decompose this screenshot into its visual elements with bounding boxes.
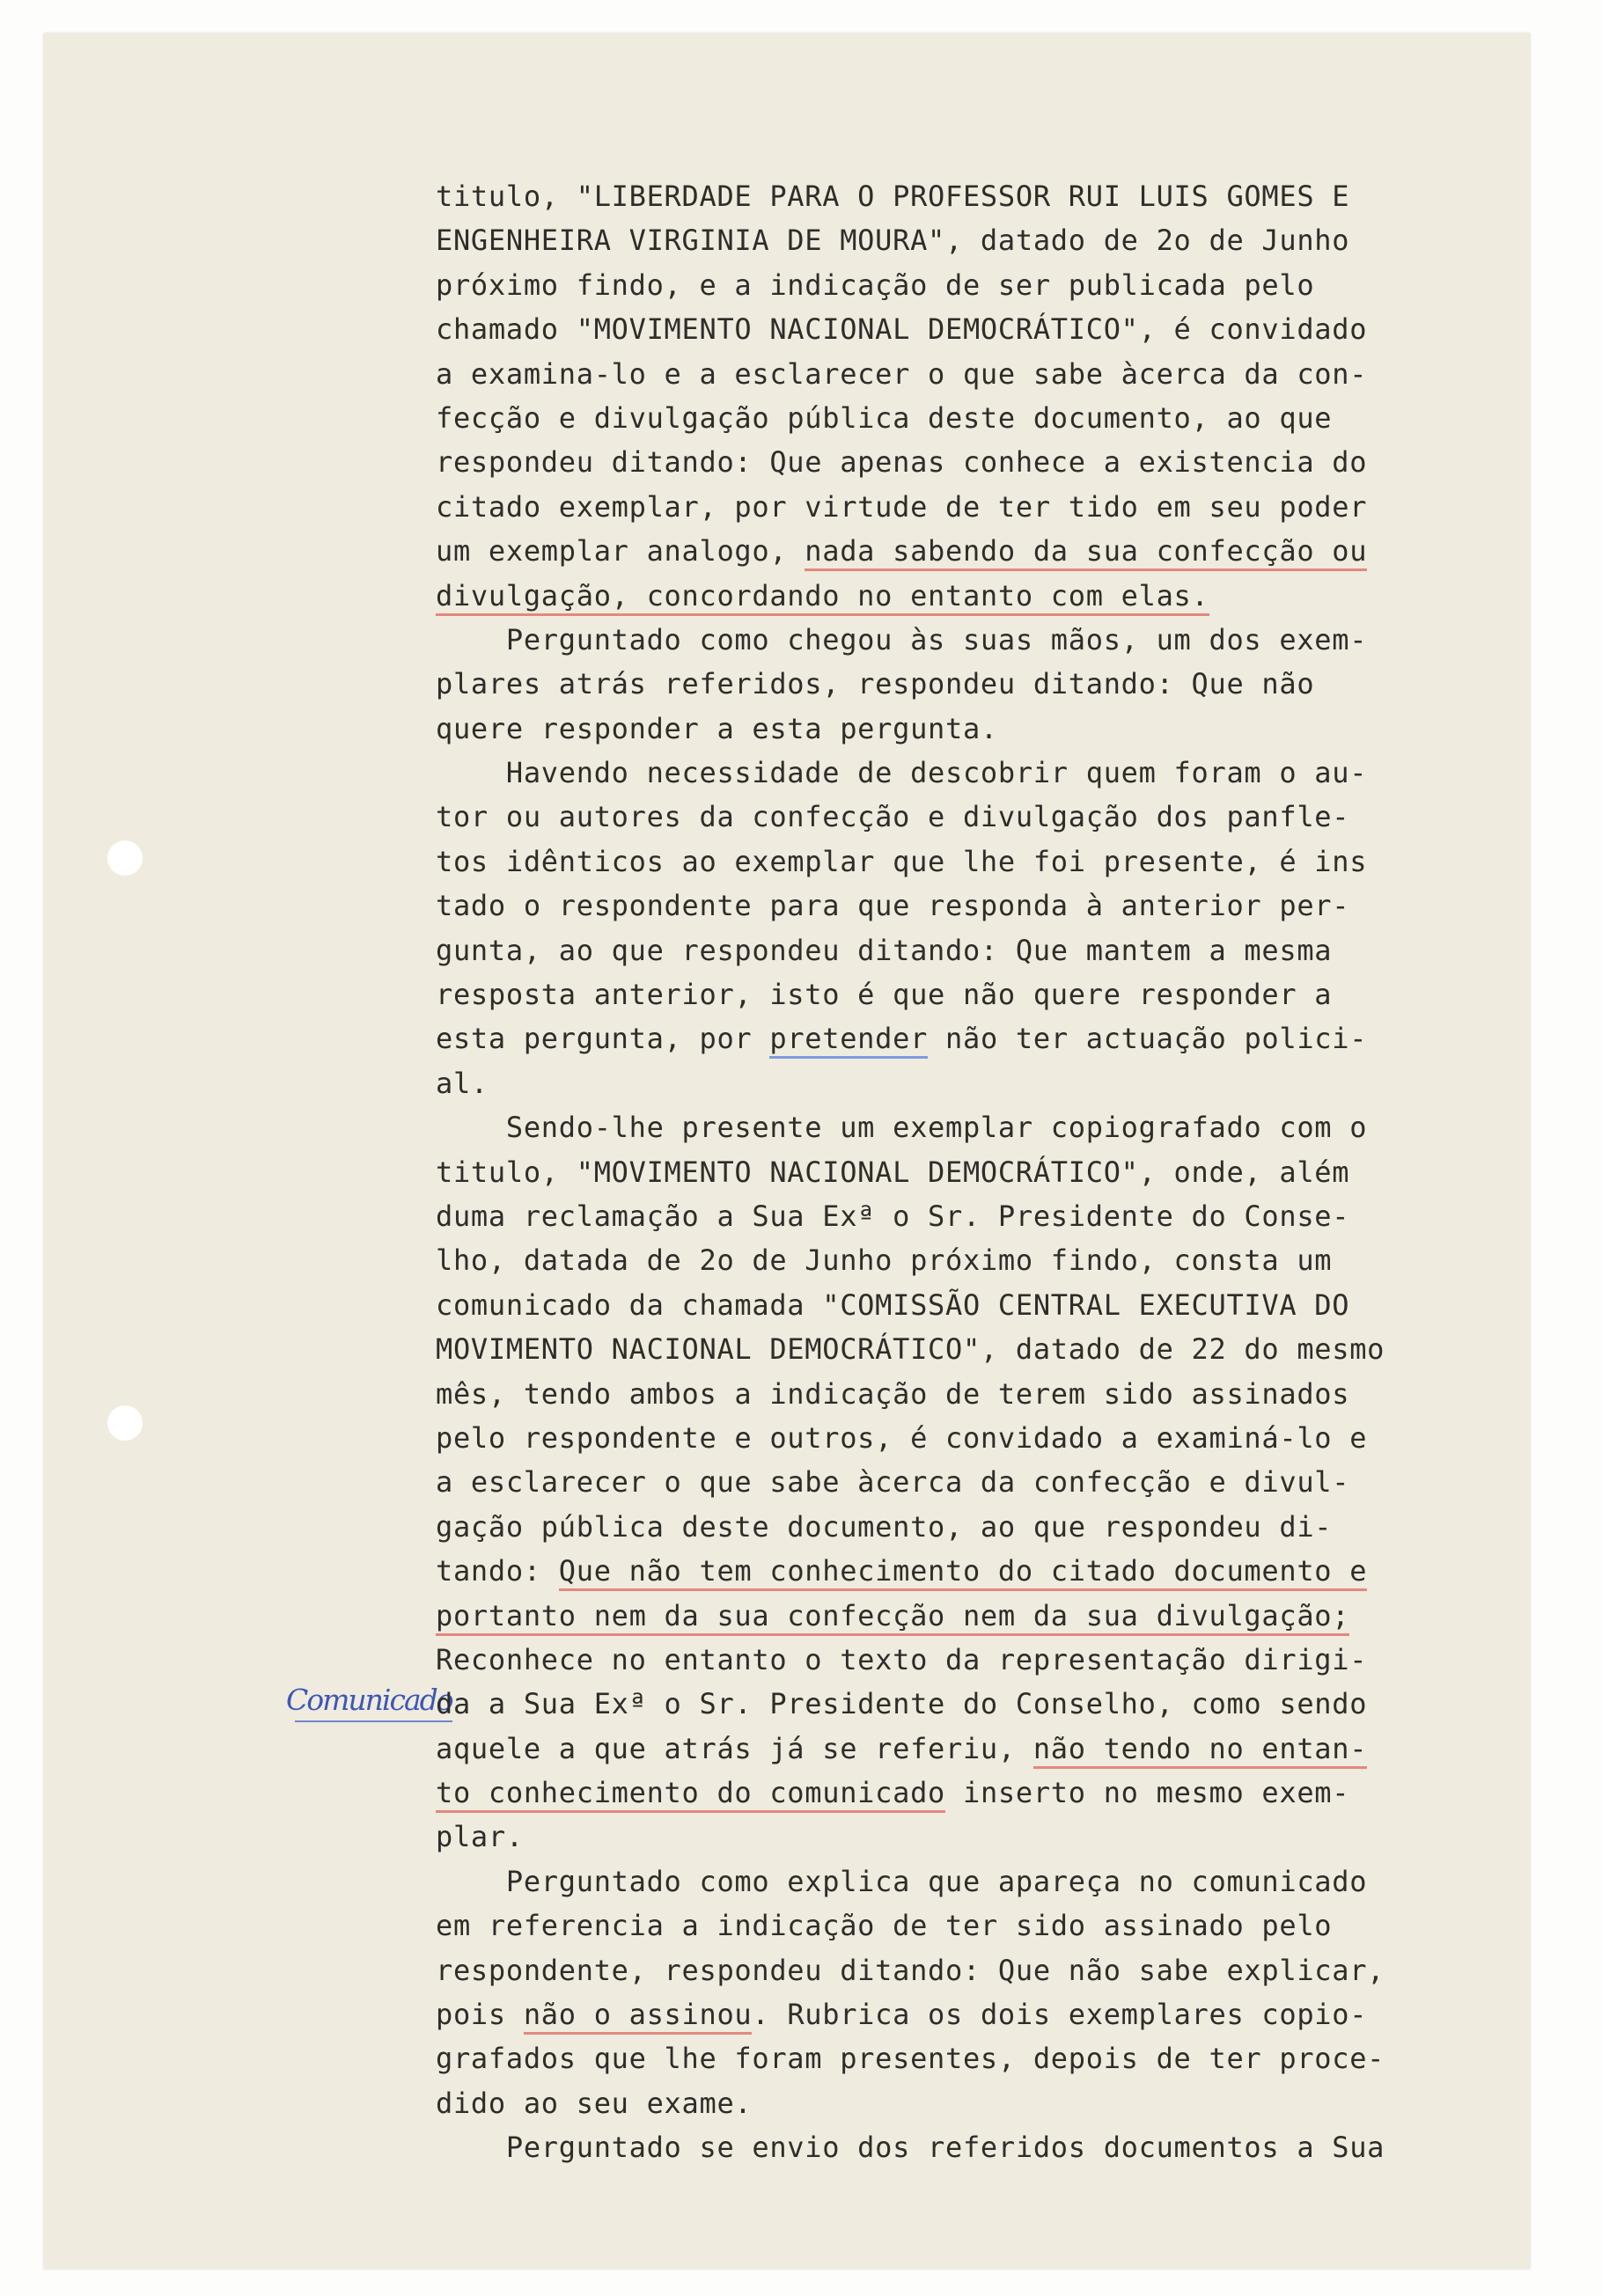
underlined-phrase: não o assinou bbox=[524, 1998, 753, 2035]
text-line: citado exemplar, por virtude de ter tido em seu poder bbox=[436, 489, 1368, 524]
text-line: chamado "MOVIMENTO NACIONAL DEMOCRÁTICO", é convidado bbox=[436, 312, 1368, 347]
text-line: quere responder a esta pergunta. bbox=[436, 711, 998, 745]
text-line: grafados que lhe foram presentes, depois de ter proce- bbox=[436, 2042, 1385, 2076]
text-segment: aquele a que atrás já se referiu, bbox=[436, 1731, 1033, 1765]
text-line: Sendo-lhe presente um exemplar copiografado com o bbox=[436, 1111, 1368, 1145]
text-line: lho, datada de 2o de Junho próximo findo, consta um bbox=[436, 1243, 1333, 1278]
underlined-phrase: não tendo no entan- bbox=[1033, 1732, 1367, 1769]
underlined-phrase: portanto nem da sua confecção nem da sua divulgação; bbox=[436, 1599, 1349, 1636]
text-line: próximo findo, e a indicação de ser publicada pelo bbox=[436, 268, 1315, 302]
text-line bbox=[436, 1016, 1511, 1060]
text-line: plar. bbox=[436, 1820, 524, 1854]
underlined-phrase: to conhecimento do comunicado bbox=[436, 1776, 945, 1813]
text-line: tado o respondente para que responda à anterior per- bbox=[436, 889, 1350, 923]
text-line: mês, tendo ambos a indicação de terem sido assinados bbox=[436, 1376, 1350, 1411]
text-segment: . Rubrica os dois exemplares copio- bbox=[752, 1998, 1368, 2032]
text-line: respondente, respondeu ditando: Que não sabe explicar, bbox=[436, 1953, 1385, 1987]
text-line: dido ao seu exame. bbox=[436, 2086, 753, 2120]
text-segment: pois bbox=[436, 1998, 524, 2032]
underlined-phrase: nada sabendo da sua confecção ou bbox=[805, 534, 1367, 571]
text-line: a esclarecer o que sabe àcerca da confecção e divul- bbox=[436, 1465, 1350, 1500]
text-line: pelo respondente e outros, é convidado a examiná-lo e bbox=[436, 1420, 1368, 1455]
text-line: gação pública deste documento, ao que respondeu di- bbox=[436, 1509, 1333, 1544]
text-segment: inserto no mesmo exem- bbox=[945, 1776, 1350, 1810]
text-line: resposta anterior, isto é que não quere responder a bbox=[436, 978, 1333, 1012]
text-line: Perguntado como chegou às suas mãos, um dos exem- bbox=[436, 622, 1368, 657]
text-line: ENGENHEIRA VIRGINIA DE MOURA", datado de 2o de Junho bbox=[436, 224, 1350, 258]
punch-hole-lower bbox=[107, 1405, 143, 1441]
text-segment: esta pergunta, por bbox=[436, 1022, 770, 1056]
text-line: Havendo necessidade de descobrir quem foram o au- bbox=[436, 756, 1368, 790]
text-line: tos idênticos ao exemplar que lhe foi presente, é ins bbox=[436, 844, 1368, 878]
text-line bbox=[436, 1594, 1511, 1638]
underlined-phrase: Que não tem conhecimento do citado documento e bbox=[559, 1554, 1367, 1591]
text-line bbox=[436, 574, 1511, 618]
text-line: em referencia a indicação de ter sido assinado pelo bbox=[436, 1909, 1333, 1943]
text-segment: tando: bbox=[436, 1554, 559, 1588]
text-line: Perguntado se envio dos referidos documentos a Sua bbox=[436, 2131, 1385, 2165]
text-line: Reconhece no entanto o texto da representação dirigi- bbox=[436, 1642, 1368, 1676]
text-line: respondeu ditando: Que apenas conhece a existencia do bbox=[436, 445, 1368, 480]
margin-note: Comunicado bbox=[286, 1683, 452, 1717]
text-line: al. bbox=[436, 1066, 489, 1100]
text-line: comunicado da chamada "COMISSÃO CENTRAL EXECUTIVA DO bbox=[436, 1287, 1350, 1322]
text-line bbox=[436, 1727, 1511, 1771]
underlined-phrase: divulgação, concordando no entanto com elas. bbox=[436, 579, 1209, 616]
text-line: duma reclamação a Sua Exª o Sr. Presidente do Conse- bbox=[436, 1199, 1350, 1233]
typed-text-body bbox=[436, 174, 1511, 2170]
text-segment: não ter actuação polici- bbox=[928, 1022, 1368, 1056]
text-line: a examina-lo e a esclarecer o que sabe àcerca da con- bbox=[436, 356, 1368, 391]
text-line: fecção e divulgação pública deste documento, ao que bbox=[436, 400, 1333, 435]
text-line: titulo, "LIBERDADE PARA O PROFESSOR RUI LUIS GOMES E bbox=[436, 180, 1350, 213]
text-line: da a Sua Exª o Sr. Presidente do Conselho, como sendo bbox=[436, 1687, 1368, 1721]
text-line bbox=[436, 529, 1511, 573]
text-line: plares atrás referidos, respondeu ditando: Que não bbox=[436, 667, 1315, 701]
text-line bbox=[436, 1549, 1511, 1593]
text-line: tor ou autores da confecção e divulgação dos panfle- bbox=[436, 800, 1350, 834]
text-line bbox=[436, 1771, 1511, 1815]
text-line: gunta, ao que respondeu ditando: Que mantem a mesma bbox=[436, 933, 1333, 967]
text-line: Perguntado como explica que apareça no comunicado bbox=[436, 1864, 1368, 1898]
text-line bbox=[436, 1992, 1511, 2036]
text-line: MOVIMENTO NACIONAL DEMOCRÁTICO", datado de 22 do mesmo bbox=[436, 1332, 1385, 1367]
text-line: titulo, "MOVIMENTO NACIONAL DEMOCRÁTICO", onde, além bbox=[436, 1155, 1350, 1189]
underlined-word: pretender bbox=[769, 1022, 928, 1059]
punch-hole-upper bbox=[107, 840, 143, 876]
text-segment: um exemplar analogo, bbox=[436, 534, 805, 568]
